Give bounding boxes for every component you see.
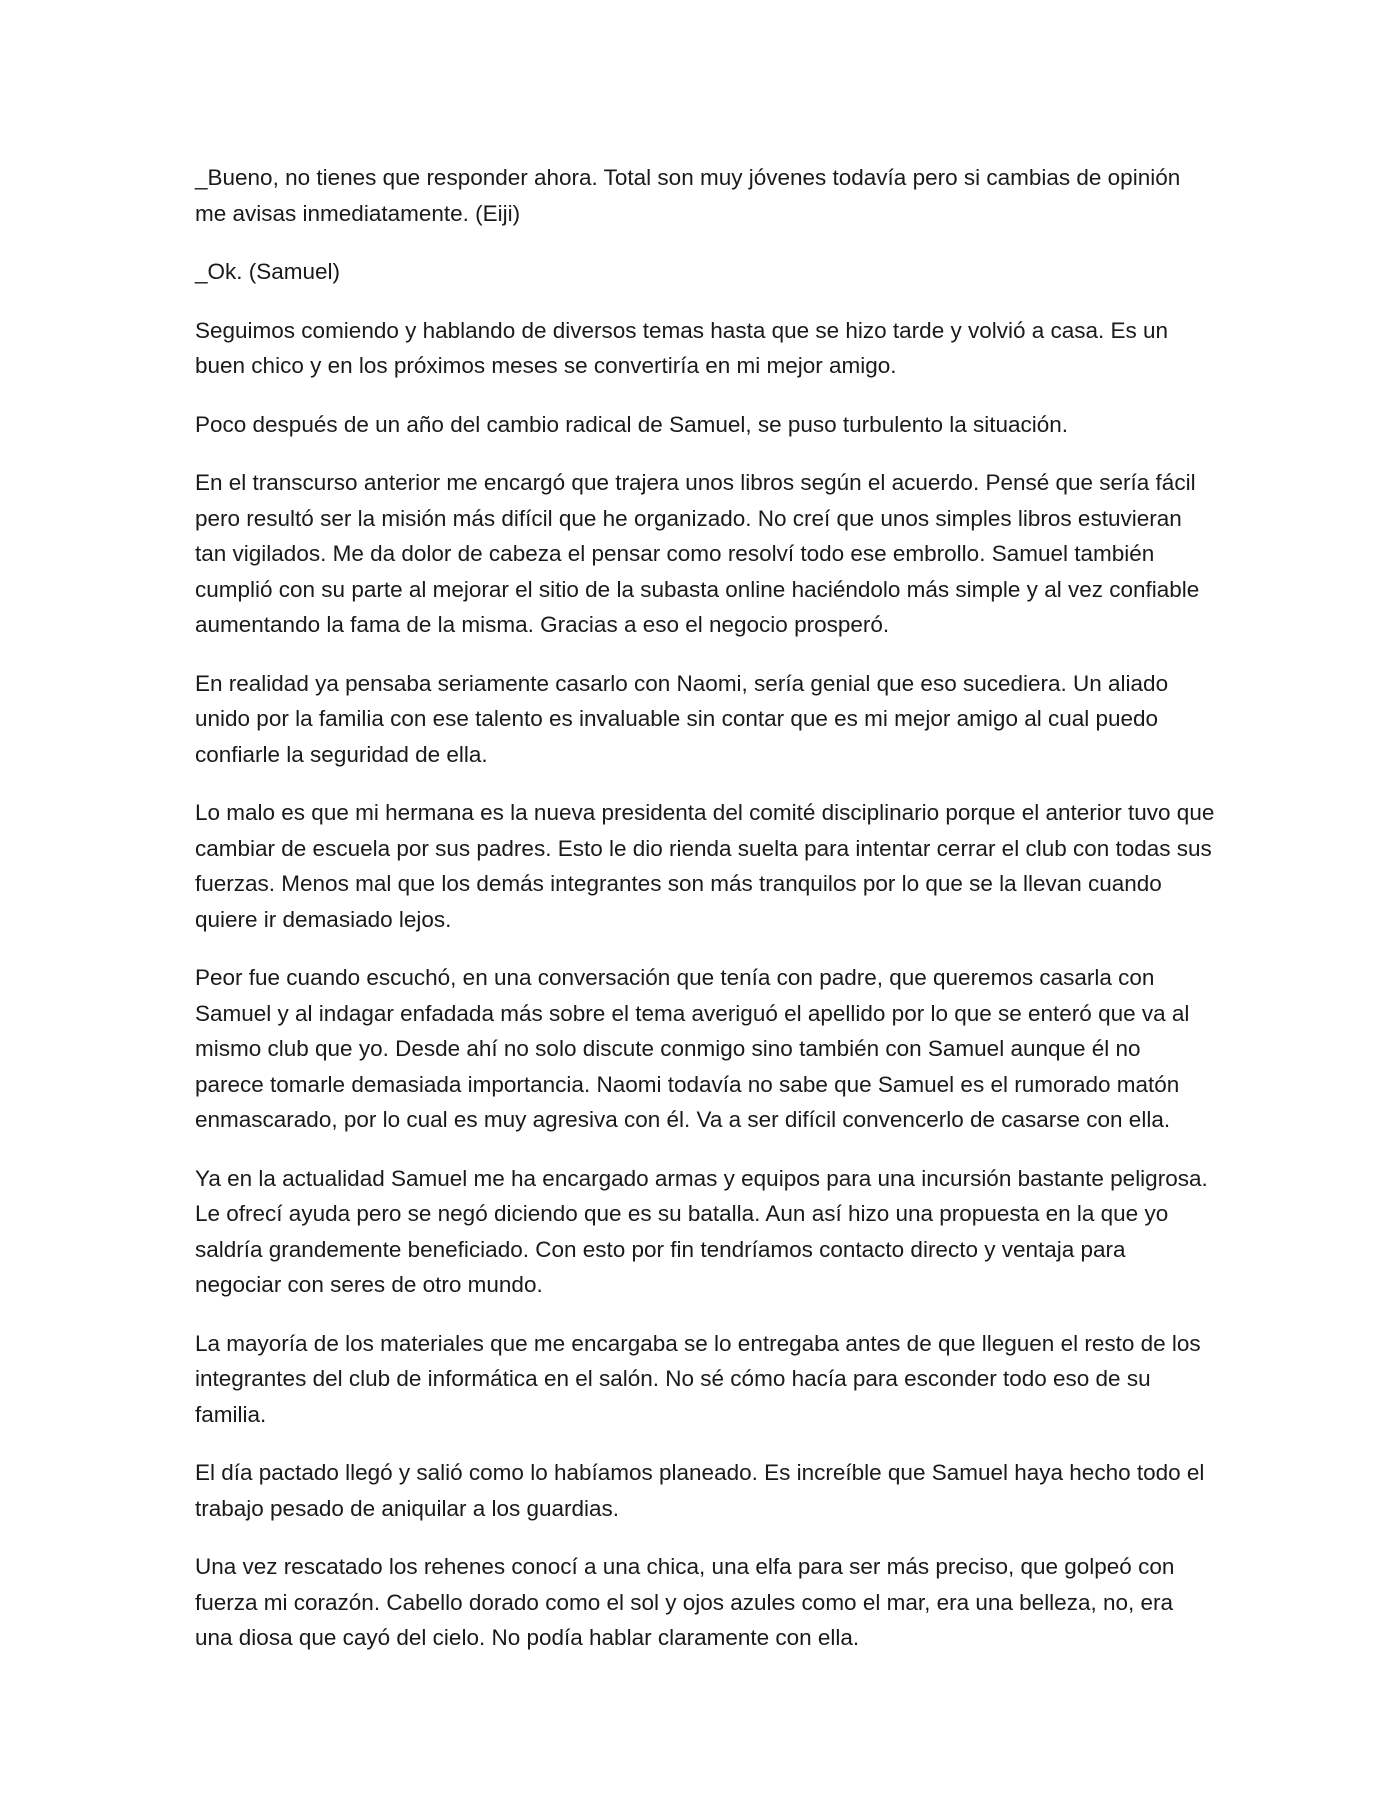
paragraph: Peor fue cuando escuchó, en una conversación que tenía con padre, que queremos casarla con Samuel y al indagar enfadada más sobre el tema averiguó el apellido por lo que se enteró que va al mismo club que yo. Desde ahí no solo discute conmigo sino también con Samuel aunque él no parece tomarle demasiada importancia. Naomi todavía no sabe que Samuel es el rumorado matón enmascarado, por lo cual es muy agresiva con él. Va a ser difícil convencerlo de casarse con ella. [195,965,1190,1132]
document-body [195,160,1215,1679]
paragraph: En realidad ya pensaba seriamente casarlo con Naomi, sería genial que eso sucediera. Un aliado unido por la familia con ese talento es invaluable sin contar que es mi mejor amigo al cual puedo confiarle la seguridad de ella. [195,670,1169,767]
paragraph: Seguimos comiendo y hablando de diversos temas hasta que se hizo tarde y volvió a casa. Es un buen chico y en los próximos meses se convertiría en mi mejor amigo. [195,317,1169,378]
paragraph: El día pactado llegó y salió como lo habíamos planeado. Es increíble que Samuel haya hecho todo el trabajo pesado de aniquilar a los guardias. [195,1460,1205,1521]
paragraph: Ya en la actualidad Samuel me ha encargado armas y equipos para una incursión bastante peligrosa. Le ofrecí ayuda pero se negó diciendo que es su batalla. Aun así hizo una propuesta en la que yo saldría grandemente beneficiado. Con esto por fin tendríamos contacto directo y ventaja para negociar con seres de otro mundo. [195,1165,1208,1297]
paragraph: En el transcurso anterior me encargó que trajera unos libros según el acuerdo. Pensé que sería fácil pero resultó ser la misión más difícil que he organizado. No creí que unos simples libros estuvieran tan vigilados. Me da dolor de cabeza el pensar como resolví todo ese embrollo. Samuel también cumplió con su parte al mejorar el sitio de la subasta online haciéndolo más simple y al vez confiable aumentando la fama de la misma. Gracias a eso el negocio prosperó. [195,470,1200,637]
paragraph: Lo malo es que mi hermana es la nueva presidenta del comité disciplinario porque el anterior tuvo que cambiar de escuela por sus padres. Esto le dio rienda suelta para intentar cerrar el club con todas sus fuerzas. Menos mal que los demás integrantes son más tranquilos por lo que se la llevan cuando quiere ir demasiado lejos. [195,800,1215,932]
paragraph: Una vez rescatado los rehenes conocí a una chica, una elfa para ser más preciso, que golpeó con fuerza mi corazón. Cabello dorado como el sol y ojos azules como el mar, era una belleza, no, era una diosa que cayó del cielo. No podía hablar claramente con ella. [195,1554,1175,1650]
paragraph: La mayoría de los materiales que me encargaba se lo entregaba antes de que lleguen el resto de los integrantes del club de informática en el salón. No sé cómo hacía para esconder todo eso de su familia. [195,1330,1201,1427]
paragraph: _Ok. (Samuel) [195,259,341,284]
paragraph: _Bueno, no tienes que responder ahora. Total son muy jóvenes todavía pero si cambias de opinión me avisas inmediatamente. (Eiji) [195,165,1181,226]
paragraph: Poco después de un año del cambio radical de Samuel, se puso turbulento la situación. [195,411,1069,437]
